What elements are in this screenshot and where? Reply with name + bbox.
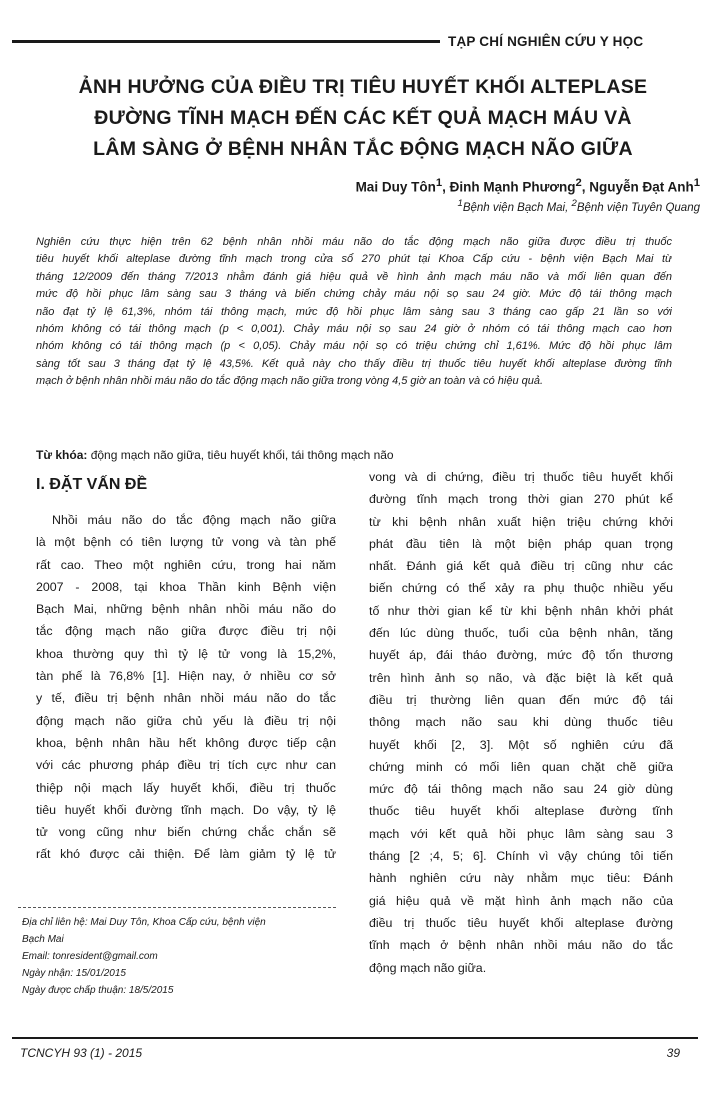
body-line: động mạch não giữa. (369, 960, 487, 975)
body-column-left (36, 509, 336, 866)
journal-issue: TCNCYH 93 (1) - 2015 (20, 1046, 143, 1060)
affil-name: Bệnh viện Bạch Mai, (462, 201, 572, 214)
abstract-line: Nghiên cứu thực hiện trên 62 bệnh nhân nhồi máu não do tắc động mạch não giữa được điều trị thuốc (36, 236, 672, 248)
body-line: rất khó được cải thiện. Để làm giảm tỷ lệ tử (36, 847, 336, 862)
body-line: y tế, điều trị bệnh nhân nhồi máu não do tắc (36, 691, 336, 706)
footnote-line: Bạch Mai (22, 934, 64, 945)
body-line: thiệp nội mạch lấy huyết khối, điều trị thuốc (36, 780, 336, 795)
title-line: ẢNH HƯỞNG CỦA ĐIỀU TRỊ TIÊU HUYẾT KHỐI ALTEPLASE (78, 76, 648, 98)
affil-mark: 1 (457, 198, 463, 209)
body-line: mạch với kết quả hồi phục lâm sàng sau 3 (369, 826, 673, 841)
author-list (356, 177, 700, 195)
body-line: huyết áp, đái tháo đường, mức độ tổn thương (369, 648, 673, 663)
affil-mark: 2 (571, 198, 577, 209)
body-line: chứng minh có mối liên quan chặt chẽ giữa (369, 759, 673, 774)
abstract-line: nhóm không có tái thông mạch (p < 0,001). Chảy máu nội sọ sau 24 giờ ở nhóm có tái thông mạch cao hơn (36, 323, 672, 336)
body-line: thuốc tiêu huyết khối alteplase đường tĩnh (369, 804, 673, 819)
affiliations (457, 198, 700, 214)
body-line: trên hình ảnh sọ não, và đặc biệt là kết quả (369, 670, 673, 685)
abstract-line: nhóm không có tái thông mạch (p < 0,05). Chảy máu nội sọ có triệu chứng chỉ 1,61%. Mức độ hồi phục lâm (36, 340, 672, 353)
abstract-line: tháng 12/2009 đến tháng 7/2013 nhằm đánh giá hiệu quả về hình ảnh mạch máu não và mối liên quan đến (36, 270, 672, 283)
abstract (36, 234, 672, 391)
author-name: Đinh Mạnh Phương (449, 179, 576, 195)
header-rule (12, 40, 440, 43)
body-line: tàn phế là 76,8% [1]. Hiện nay, ở nhiều cơ sở (36, 669, 336, 684)
section-heading: I. ĐẶT VẤN ĐỀ (36, 476, 148, 493)
body-line: điều trị thường liên quan đến mức độ tái (369, 692, 673, 707)
body-line: điều trị thuốc tiêu huyết khối alteplase đường (369, 915, 673, 930)
body-line: là một bệnh có tiên lượng tử vong và tàn phế (36, 535, 336, 550)
affil-name: Bệnh viện Tuyên Quang (576, 201, 700, 214)
body-line: tử vong cũng như biến chứng chắc chắn sẽ (36, 825, 336, 840)
footnote-line: Ngày nhận: 15/01/2015 (22, 968, 126, 979)
body-line: phát đầu tiên là một biện pháp quan trọng (369, 536, 673, 551)
body-line: vong và di chứng, điều trị thuốc tiêu huyết khối (369, 470, 673, 484)
body-line: tiêu huyết khối đường tĩnh mạch. Do vậy, tỷ lệ (36, 802, 336, 817)
title-line: LÂM SÀNG Ở BỆNH NHÂN TẮC ĐỘNG MẠCH NÃO GIỮA (93, 138, 633, 160)
body-line: huyết khối [2, 3]. Một số nghiên cứu đã (369, 737, 673, 752)
body-line: thông mạch não sau khi dùng thuốc tiêu (369, 715, 673, 730)
keywords (36, 448, 394, 462)
author-separator: , (581, 179, 590, 195)
body-line: biến chứng có thể xảy ra phụ thuộc nhiều yếu (369, 581, 673, 596)
footnote-line: Email: tonresident@gmail.com (22, 951, 158, 962)
body-line: đường tĩnh mạch trong thời gian 270 phút kể (369, 492, 673, 507)
abstract-line: tiêu huyết khối alteplase đường tĩnh mạch trong cửa sổ 270 phút tại Khoa Cấp cứu - bệnh viện Bạch Mai từ (36, 253, 672, 266)
body-line: tắc động mạch não giữa được điều trị nội (36, 624, 336, 639)
body-line: hành nghiên cứu này nhằm mục tiêu: Đánh (369, 871, 673, 886)
body-line: nhất. Đánh giá kết quả điều trị cũng như các (369, 559, 673, 574)
body-line: khoa, bệnh nhân hầu hết không được tiếp cận (36, 735, 336, 750)
journal-name: TẠP CHÍ NGHIÊN CỨU Y HỌC (448, 34, 644, 49)
author-separator: , (442, 179, 450, 195)
body-column-right (369, 466, 673, 979)
footnotes (22, 914, 266, 999)
body-line: Nhồi máu não do tắc động mạch não giữa (52, 513, 336, 527)
footnote-divider (18, 907, 336, 908)
body-line: mức độ tái thông mạch não sau 24 giờ dùng (369, 782, 673, 797)
body-line: từ khi bệnh nhân xuất hiện triệu chứng khởi (369, 514, 673, 529)
abstract-line: mức độ hồi phục lâm sàng sau 3 tháng và biến chứng chảy máu nội sọ sau 24 giờ. Mức độ tái thông mạch (36, 288, 672, 301)
body-line: tố như thời gian kể từ khi bệnh nhân khởi phát (369, 603, 673, 618)
body-line: tĩnh mạch ở bệnh nhân nhồi máu não do tắc (369, 938, 673, 953)
body-line: Bạch Mai, những bệnh nhân nhồi máu não do (36, 602, 336, 617)
title-line: ĐƯỜNG TĨNH MẠCH ĐẾN CÁC KẾT QUẢ MẠCH MÁU VÀ (94, 107, 632, 129)
body-line: đến lúc dùng thuốc, tuổi của bệnh nhân, tăng (369, 626, 673, 641)
footnote-line: Địa chỉ liên hệ: Mai Duy Tôn, Khoa Cấp cứu, bệnh viện (22, 917, 266, 928)
article-title (20, 72, 706, 165)
body-line: tháng [2 ;4, 5; 6]. Chính vì vậy chúng tôi tiến (369, 849, 673, 864)
keywords-text: động mạch não giữa, tiêu huyết khối, tái thông mạch não (87, 448, 394, 462)
body-line: rất cao. Theo một nghiên cứu, trong hai năm (36, 557, 336, 572)
footnote-line: Ngày được chấp thuận: 18/5/2015 (22, 985, 174, 996)
body-line: khoa thường quy thì tỷ lệ tử vong là 15,2%, (36, 646, 336, 661)
abstract-line: sàng tốt sau 3 tháng đạt tỷ lệ 43,5%. Kết quả này cho thấy điều trị thuốc tiêu huyết khối alteplase đường tĩnh (36, 357, 672, 370)
page-number: 39 (666, 1046, 680, 1060)
body-line: 2007 - 2008, tại khoa Thần kinh Bệnh viện (36, 579, 336, 594)
footer-rule (12, 1037, 698, 1039)
author-affil-mark: 1 (693, 177, 700, 189)
author-name: Mai Duy Tôn (355, 179, 436, 195)
keywords-label: Từ khóa: (36, 448, 88, 462)
body-line: động mạch não giữa chủ yếu là điều trị nội (36, 713, 336, 728)
author-affil-mark: 2 (575, 177, 582, 189)
author-name: Nguyễn Đạt Anh (589, 179, 694, 195)
body-line: giá hiệu quả về mặt hình ảnh mạch não của (369, 893, 673, 908)
author-affil-mark: 1 (435, 177, 443, 189)
body-line: với các phương pháp điều trị tích cực như can (36, 758, 336, 773)
abstract-line: mạch ở bệnh nhân nhồi máu não do tắc động mạch não giữa trong vòng 4,5 giờ an toàn và có hiệu quả. (36, 375, 544, 388)
abstract-line: não đạt tỷ lệ 61,3%, nhóm tái thông mạch, mức độ hồi phục lâm sàng sau 3 tháng cao gấp 21 lần so với (36, 305, 672, 318)
